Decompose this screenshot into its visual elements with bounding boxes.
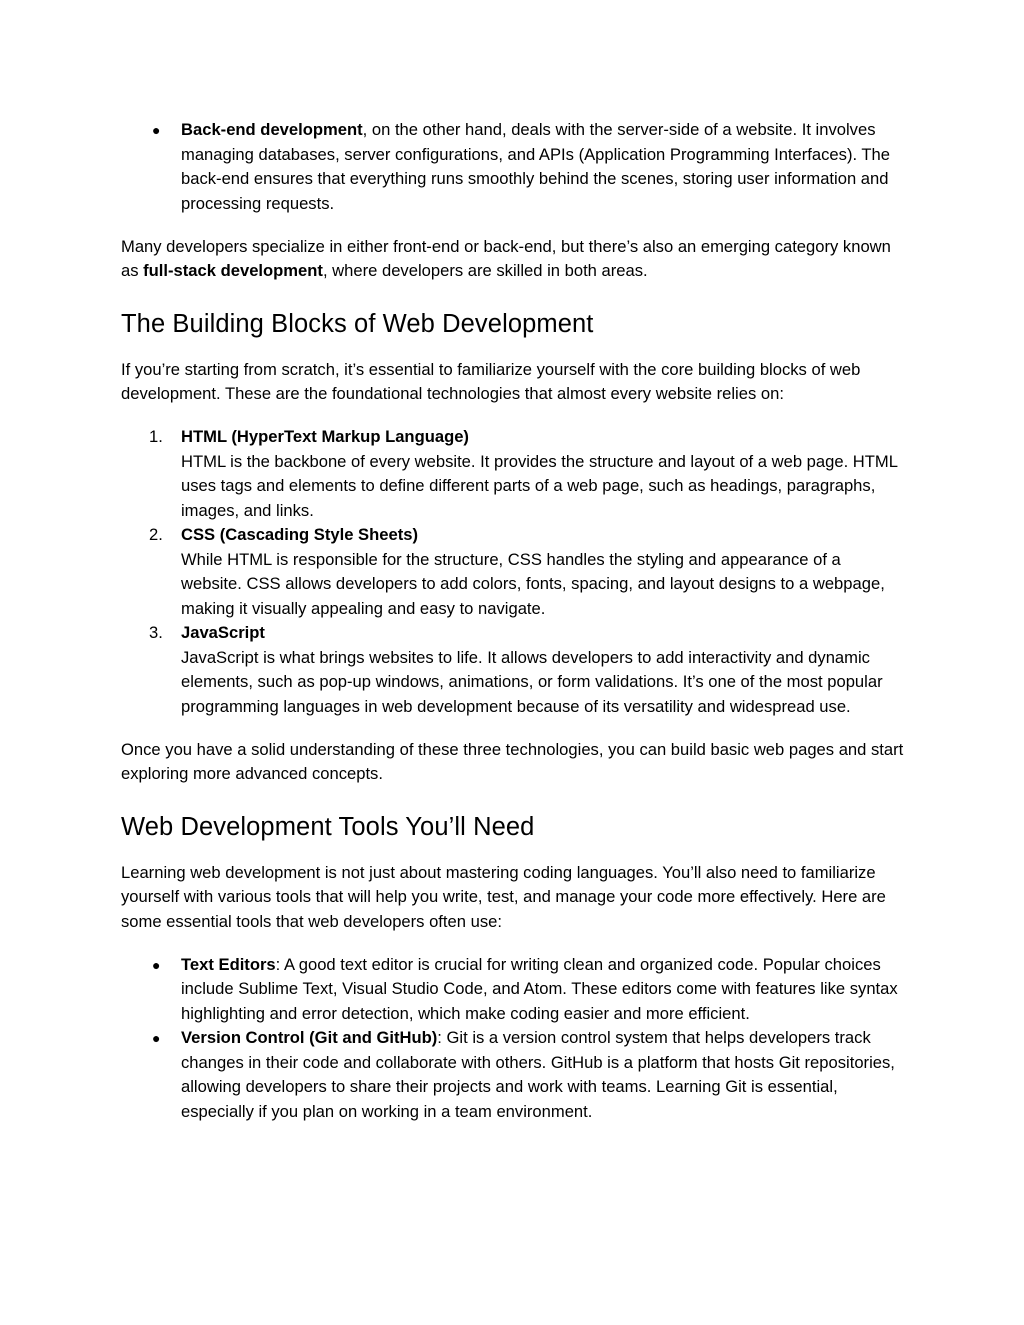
- section-outro: Once you have a solid understanding of these three technologies, you can build basic web pages and start exploring more advanced concepts.: [121, 739, 904, 783]
- bullet-icon: ●: [152, 1030, 161, 1046]
- bullet-term: Back-end development: [181, 120, 363, 139]
- tools-bullet-list: [121, 953, 906, 1125]
- item-text: HTML is the backbone of every website. It provides the structure and layout of a web page. HTML uses tags and elements to define different parts of a web page, such as headings, paragraphs, images, and links.: [181, 451, 898, 520]
- bullet-icon: ●: [152, 956, 161, 973]
- item-title: HTML (HyperText Markup Language): [181, 427, 469, 446]
- section-intro: Learning web development is not just about mastering coding languages. You’ll also need to familiarize yourself with various tools that will help you write, test, and manage your code more effectively. Here are some essential tools that web developers often use:: [121, 862, 886, 931]
- document-page: [121, 118, 906, 1124]
- paragraph-term: full-stack development: [143, 261, 323, 280]
- backend-bullet-list: [121, 118, 906, 216]
- item-title: CSS (Cascading Style Sheets): [181, 525, 418, 544]
- fullstack-paragraph: [121, 235, 906, 284]
- list-item: [121, 523, 906, 621]
- item-text: JavaScript is what brings websites to life. It allows developers to add interactivity and dynamic elements, such as pop-up windows, animations, or form validations. It’s one of the most popular programming languages in web development because of its versatility and widespread use.: [181, 647, 883, 716]
- paragraph-text: , where developers are skilled in both areas.: [322, 261, 648, 280]
- bullet-term: Text Editors: [181, 954, 276, 974]
- bullet-icon: ●: [152, 122, 161, 138]
- list-item: [121, 1026, 906, 1124]
- list-item: [121, 953, 906, 1027]
- section-heading: The Building Blocks of Web Development: [121, 309, 594, 338]
- list-item: [121, 118, 906, 216]
- bullet-text: : A good text editor is crucial for writing clean and organized code. Popular choices include Sublime Text, Visual Studio Code, and Atom. These editors come with features like syntax highlighting and error detection, which make coding easier and more efficient.: [181, 954, 898, 1023]
- bullet-text: , on the other hand, deals with the server-side of a website. It involves managing databases, server configurations, and APIs (Application Programming Interfaces). The back-end ensures that everything runs smoothly behind the scenes, storing user information and processing requests.: [181, 120, 890, 213]
- section-heading: Web Development Tools You’ll Need: [121, 812, 535, 841]
- list-number: 1.: [149, 427, 163, 446]
- bullet-term: Version Control (Git and GitHub): [181, 1028, 438, 1047]
- list-item: [121, 425, 906, 523]
- item-title: JavaScript: [181, 623, 265, 642]
- list-number: 3.: [149, 623, 163, 642]
- list-number: 2.: [149, 525, 163, 544]
- item-text: While HTML is responsible for the structure, CSS handles the styling and appearance of a website. CSS allows developers to add colors, fonts, spacing, and layout designs to a webpage, making it visually appealing and easy to navigate.: [181, 549, 885, 618]
- section-intro: If you’re starting from scratch, it’s essential to familiarize yourself with the core building blocks of web development. These are the foundational technologies that almost every website relies on:: [121, 359, 861, 403]
- building-blocks-list: [121, 425, 906, 719]
- paragraph-text: Many developers specialize in either front-end or back-end, but there’s also an emerging category known as: [121, 236, 891, 280]
- list-item: [121, 621, 906, 719]
- bullet-text: : Git is a version control system that helps developers track changes in their code and collaborate with others. GitHub is a platform that hosts Git repositories, allowing developers to share their projects and work with teams. Learning Git is essential, especially if you plan on working in a team environment.: [181, 1028, 895, 1121]
